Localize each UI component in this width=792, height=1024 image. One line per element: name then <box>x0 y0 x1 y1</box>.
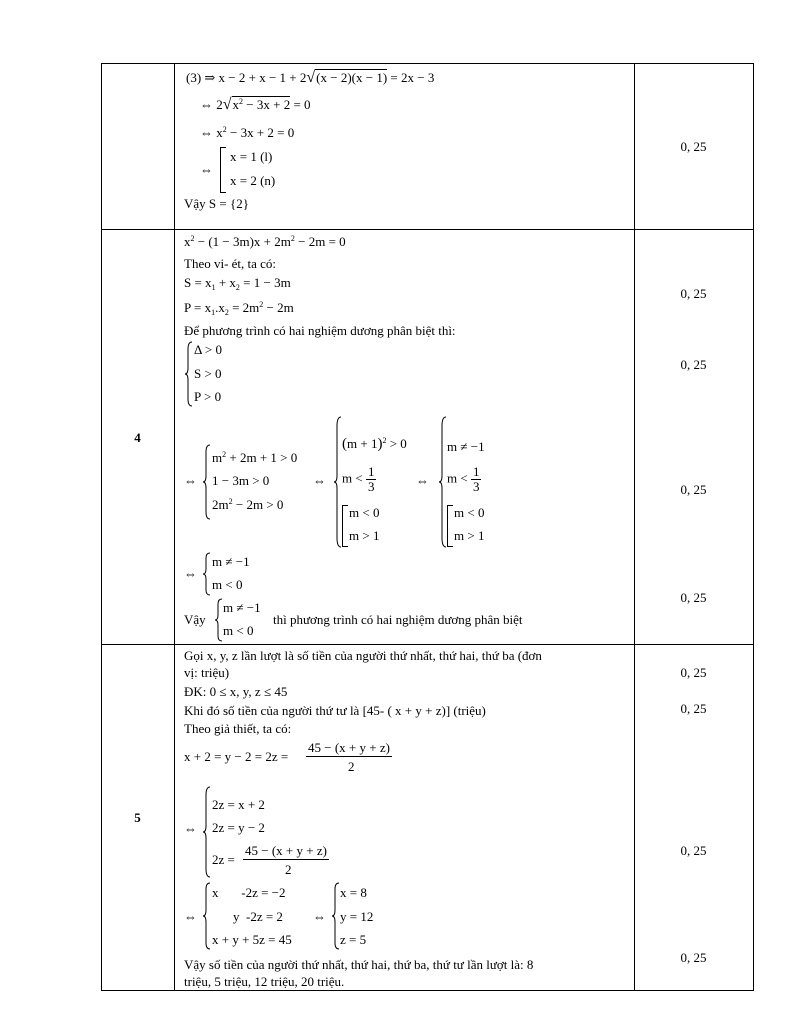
math-line: m ≠ −1 <box>447 439 485 454</box>
bracket-left <box>447 505 453 547</box>
equivalence-symbol: ⇔ <box>416 473 429 488</box>
math-line: $P = x_1.x_2 = 2m^2 - 2m$ <box>184 300 294 317</box>
question-number: 4 <box>134 430 141 445</box>
table-row-divider <box>101 229 754 230</box>
math-line: m > 1 <box>349 528 380 543</box>
table-border-bottom <box>101 990 754 991</box>
math-line: x = 8 <box>340 885 367 900</box>
brace-left <box>184 341 194 407</box>
math-line: m < 0 <box>223 623 254 638</box>
brace-left <box>202 552 212 596</box>
equivalence-symbol: ⇔ <box>184 473 197 488</box>
score-value: 0, 25 <box>680 701 707 716</box>
math-line: m ≠ −1 <box>223 600 261 615</box>
math-line: m < 0 <box>349 505 380 520</box>
math-line: x = 2 (n) <box>230 173 276 188</box>
text-line: Gọi x, y, z lần lượt là số tiền của người thứ nhất, thứ hai, thứ ba (đơn <box>184 648 542 663</box>
text-line: vị: triệu) <box>184 665 230 680</box>
text-line: Theo giả thiết, ta có: <box>184 721 292 736</box>
equivalence-symbol: ⇔ <box>313 909 326 924</box>
table-row-divider <box>101 644 754 645</box>
brace-left <box>202 444 212 520</box>
math-line: $(m + 1)^2 > 0$ <box>342 436 407 452</box>
score-value: 0, 25 <box>680 843 707 858</box>
score-value: 0, 25 <box>680 665 707 680</box>
score-value: 0, 25 <box>680 139 707 154</box>
math-line: x + 2 = y − 2 = 2z = <box>184 749 289 764</box>
score-value: 0, 25 <box>680 357 707 372</box>
math-line: x = 1 (l) <box>230 149 273 164</box>
math-line: m < $\frac{1}{3}$ <box>447 464 480 494</box>
math-line: x + y + 5z = 45 <box>212 932 292 947</box>
text-line: Khi đó số tiền của người thứ tư là [45- ( x + y + z)] (triệu) <box>184 703 486 718</box>
math-line: P > 0 <box>194 389 222 404</box>
table-border-left <box>101 63 102 991</box>
conclusion-line: thì phương trình có hai nghiệm dương phân biệt <box>273 612 523 627</box>
math-line: $S = x_1 + x_2 = 1 - 3m$ <box>184 275 291 292</box>
brace-left <box>202 882 212 950</box>
score-value: 0, 25 <box>680 286 707 301</box>
fraction-numerator: 45 − (x + y + z) <box>308 740 390 755</box>
score-value: 0, 25 <box>680 590 707 605</box>
conclusion-label: Vậy <box>184 612 206 627</box>
conclusion-line: triệu, 5 triệu, 12 triệu, 20 triệu. <box>184 974 345 989</box>
math-line: 2z = <box>212 852 235 867</box>
math-line: (3) ⇒ x − 2 + x − 1 + 2√(x − 2)(x − 1) = 2x − 3 <box>186 69 435 86</box>
math-line: $x^2 - (1 - 3m)x + 2m^2 - 2m = 0$ <box>184 234 346 249</box>
math-line: S > 0 <box>194 366 222 381</box>
math-line: x -2z = −2 <box>212 885 286 900</box>
math-line: m < $\frac{1}{3}$ <box>342 464 375 494</box>
math-line: m < 0 <box>212 577 243 592</box>
table-border-top <box>101 63 754 64</box>
math-line: ⇔ $2√x^2 - 3x + 2 = 0$ <box>200 96 311 113</box>
conclusion-line: Vậy S = {2} <box>184 196 249 211</box>
math-line: ⇔ $x^2 - 3x + 2 = 0$ <box>200 125 295 140</box>
equivalence-symbol: ⇔ <box>184 566 197 581</box>
math-line: m > 1 <box>454 528 485 543</box>
math-line: z = 5 <box>340 932 367 947</box>
brace-left <box>202 786 212 878</box>
fraction-denominator: 2 <box>348 759 355 774</box>
fraction-numerator: 45 − (x + y + z) <box>245 843 327 858</box>
math-line: m < 0 <box>454 505 485 520</box>
text-line: Để phương trình có hai nghiệm dương phân biệt thì: <box>184 323 456 338</box>
math-line: 2z = x + 2 <box>212 797 265 812</box>
question-number: 5 <box>134 810 141 825</box>
score-value: 0, 25 <box>680 482 707 497</box>
math-line: 1 − 3m > 0 <box>212 473 270 488</box>
math-line: Δ > 0 <box>194 342 222 357</box>
equivalence-symbol: ⇔ <box>184 909 197 924</box>
equivalence-symbol: ⇔ <box>200 162 213 177</box>
text-line: Theo vi- ét, ta có: <box>184 256 277 271</box>
math-line: m ≠ −1 <box>212 554 250 569</box>
math-line: y -2z = 2 <box>233 909 283 924</box>
equivalence-symbol: ⇔ <box>184 821 197 836</box>
math-line: 2z = y − 2 <box>212 820 265 835</box>
text-line: ĐK: 0 ≤ x, y, z ≤ 45 <box>184 684 288 699</box>
bracket-left <box>220 147 226 193</box>
math-line: $2m^2 - 2m > 0$ <box>212 497 284 512</box>
equivalence-symbol: ⇔ <box>313 473 326 488</box>
fraction-denominator: 2 <box>285 862 292 877</box>
conclusion-line: Vậy số tiền của người thứ nhất, thứ hai, thứ ba, thứ tư lần lượt là: 8 <box>184 957 534 972</box>
bracket-left <box>342 505 348 547</box>
math-line: $m^2 + 2m + 1 > 0$ <box>212 450 298 465</box>
table-border-col1 <box>174 63 175 991</box>
math-line: y = 12 <box>340 909 374 924</box>
table-border-right <box>753 63 754 991</box>
score-value: 0, 25 <box>680 950 707 965</box>
